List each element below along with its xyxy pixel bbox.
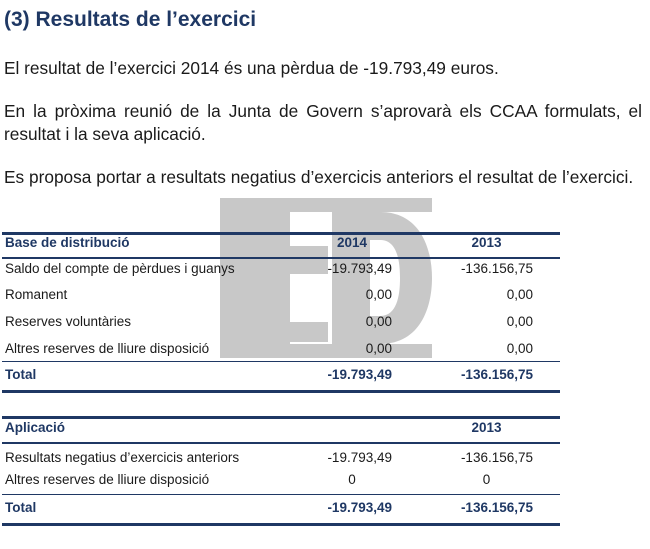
row-value-2013: -136.156,75 [460, 450, 533, 465]
row-label: Altres reserves de lliure disposició [5, 341, 210, 356]
table-row [2, 339, 560, 359]
table-row [2, 259, 560, 279]
row-value-2014: 0,00 [365, 341, 392, 356]
table-total-row [2, 365, 560, 385]
header-label: Base de distribució [5, 235, 130, 250]
row-value-2014: 0,00 [365, 287, 392, 302]
paragraph-result: El resultat de l’exercici 2014 és una pèrdua de -19.793,49 euros. [4, 58, 499, 78]
total-label: Total [5, 500, 37, 515]
row-label: Romanent [5, 287, 68, 302]
table-header-row [2, 418, 560, 438]
total-value-2013: -136.156,75 [460, 367, 533, 382]
paragraph-meeting: En la pròxima reunió de la Junta de Govern s’aprovarà els CCAA formulats, el resultat i la seva aplicació. [4, 101, 642, 144]
row-value-2013: 0,00 [506, 341, 533, 356]
row-value-2013: -136.156,75 [460, 261, 533, 276]
row-value-2013: 0 [482, 472, 491, 487]
table-row [2, 312, 560, 332]
row-value-2013: 0,00 [506, 287, 533, 302]
total-value-2014: -19.793,49 [327, 500, 392, 515]
total-value-2013: -136.156,75 [460, 500, 533, 515]
total-label: Total [5, 367, 37, 382]
row-value-2014: -19.793,49 [327, 450, 392, 465]
row-value-2014: 0 [348, 472, 356, 487]
header-2013: 2013 [471, 235, 502, 250]
header-label: Aplicació [5, 420, 66, 435]
table-row [2, 285, 560, 305]
row-label: Resultats negatius d’exercicis anteriors [5, 450, 240, 465]
total-value-2014: -19.793,49 [327, 367, 392, 382]
table-header-row [2, 233, 560, 253]
paragraph-proposal: Es proposa portar a resultats negatius d’exercicis anteriors el resultat de l’exercici. [4, 167, 634, 187]
header-2013: 2013 [471, 420, 502, 435]
table-total-row [2, 498, 560, 518]
row-value-2014: -19.793,49 [327, 261, 392, 276]
header-2014: 2014 [336, 235, 368, 250]
row-label: Reserves voluntàries [5, 314, 132, 329]
section-title: (3) Resultats de l’exercici [4, 8, 257, 31]
row-label: Saldo del compte de pèrdues i guanys [5, 261, 235, 276]
row-value-2014: 0,00 [365, 314, 392, 329]
table-row [2, 470, 560, 490]
table-row [2, 448, 560, 468]
row-value-2013: 0,00 [506, 314, 533, 329]
row-label: Altres reserves de lliure disposició [5, 472, 210, 487]
